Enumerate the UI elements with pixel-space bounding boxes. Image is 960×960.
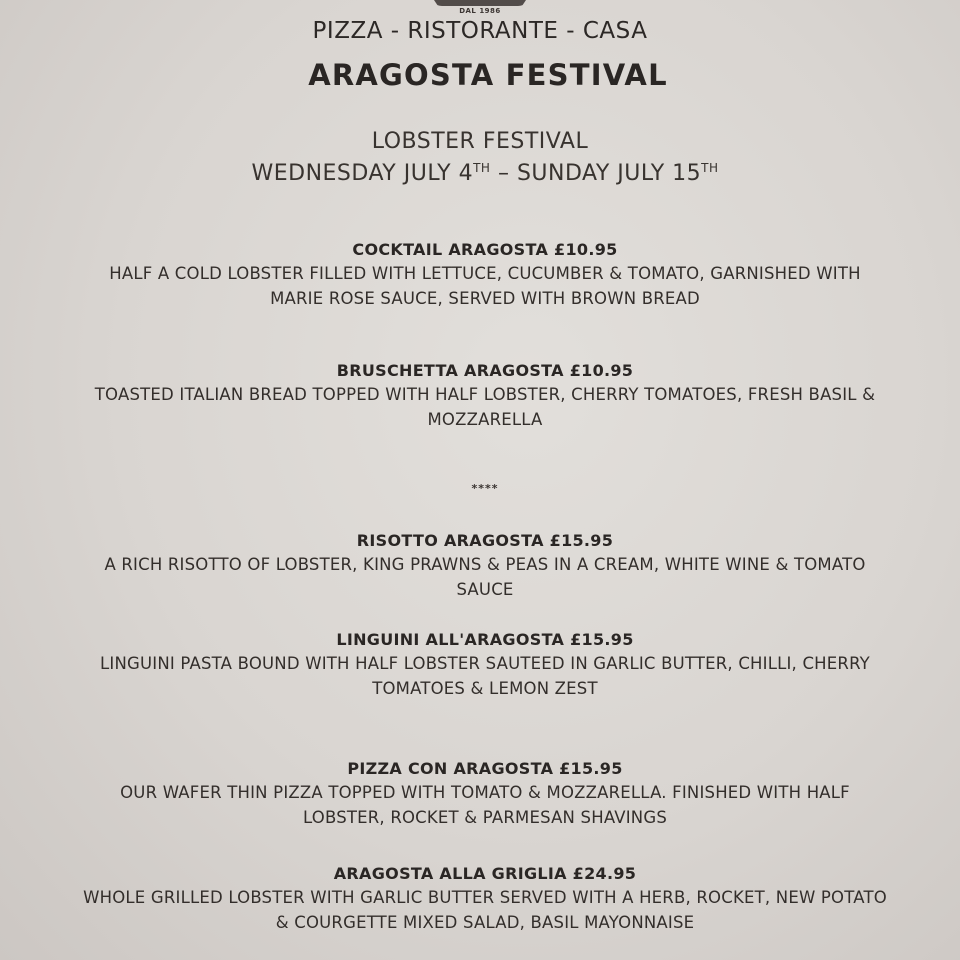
menu-item-desc-line-1: A RICH RISOTTO OF LOBSTER, KING PRAWNS & PEAS IN A CREAM, WHITE WINE & TOMATO	[104, 555, 866, 574]
menu-item-desc-line-2: MARIE ROSE SAUCE, SERVED WITH BROWN BREAD	[270, 289, 700, 308]
menu-item-name: PIZZA CON ARAGOSTA £15.95	[347, 759, 623, 778]
menu-item-desc-line-1: TOASTED ITALIAN BREAD TOPPED WITH HALF LOBSTER, CHERRY TOMATOES, FRESH BASIL &	[94, 385, 876, 404]
menu-item	[0, 863, 960, 935]
menu-item-desc-line-2: TOMATOES & LEMON ZEST	[372, 679, 598, 698]
menu-item-desc-line-1: WHOLE GRILLED LOBSTER WITH GARLIC BUTTER SERVED WITH A HERB, ROCKET, NEW POTATO	[83, 888, 887, 907]
menu-item-desc-line-2: LOBSTER, ROCKET & PARMESAN SHAVINGS	[302, 808, 668, 827]
restaurant-subtitle: PIZZA - RISTORANTE - CASA	[312, 18, 648, 44]
festival-name: LOBSTER FESTIVAL	[371, 129, 589, 154]
festival-dates	[0, 161, 960, 186]
menu-item	[0, 239, 960, 311]
menu-item-desc-line-1: HALF A COLD LOBSTER FILLED WITH LETTUCE, CUCUMBER & TOMATO, GARNISHED WITH	[109, 264, 861, 283]
start-date-suffix: TH	[473, 161, 491, 175]
end-date: SUNDAY JULY 15	[516, 161, 702, 186]
end-date-suffix: TH	[701, 161, 719, 175]
menu-item-name: BRUSCHETTA ARAGOSTA £10.95	[336, 361, 634, 380]
date-dash: –	[490, 161, 517, 186]
start-date: WEDNESDAY JULY 4	[251, 161, 474, 186]
menu-item-desc-line-2: & COURGETTE MIXED SALAD, BASIL MAYONNAISE	[275, 913, 695, 932]
section-separator: ****	[471, 482, 499, 495]
menu-item	[0, 530, 960, 602]
menu-item-name: COCKTAIL ARAGOSTA £10.95	[352, 240, 618, 259]
menu-item	[0, 629, 960, 701]
restaurant-logo	[430, 0, 530, 6]
menu-item-desc-line-1: OUR WAFER THIN PIZZA TOPPED WITH TOMATO & MOZZARELLA. FINISHED WITH HALF	[120, 783, 850, 802]
established-text: DAL 1986	[459, 7, 501, 15]
menu-item-name: LINGUINI ALL'ARAGOSTA £15.95	[336, 630, 634, 649]
menu-item	[0, 758, 960, 830]
menu-item-desc-line-2: SAUCE	[456, 580, 514, 599]
menu-item-desc-line-2: MOZZARELLA	[427, 410, 543, 429]
menu-item-name: RISOTTO ARAGOSTA £15.95	[356, 531, 614, 550]
menu-item	[0, 360, 960, 432]
menu-title: ARAGOSTA FESTIVAL	[308, 58, 668, 92]
menu-item-desc-line-1: LINGUINI PASTA BOUND WITH HALF LOBSTER SAUTEED IN GARLIC BUTTER, CHILLI, CHERRY	[100, 654, 870, 673]
menu-item-name: ARAGOSTA ALLA GRIGLIA £24.95	[333, 864, 637, 883]
